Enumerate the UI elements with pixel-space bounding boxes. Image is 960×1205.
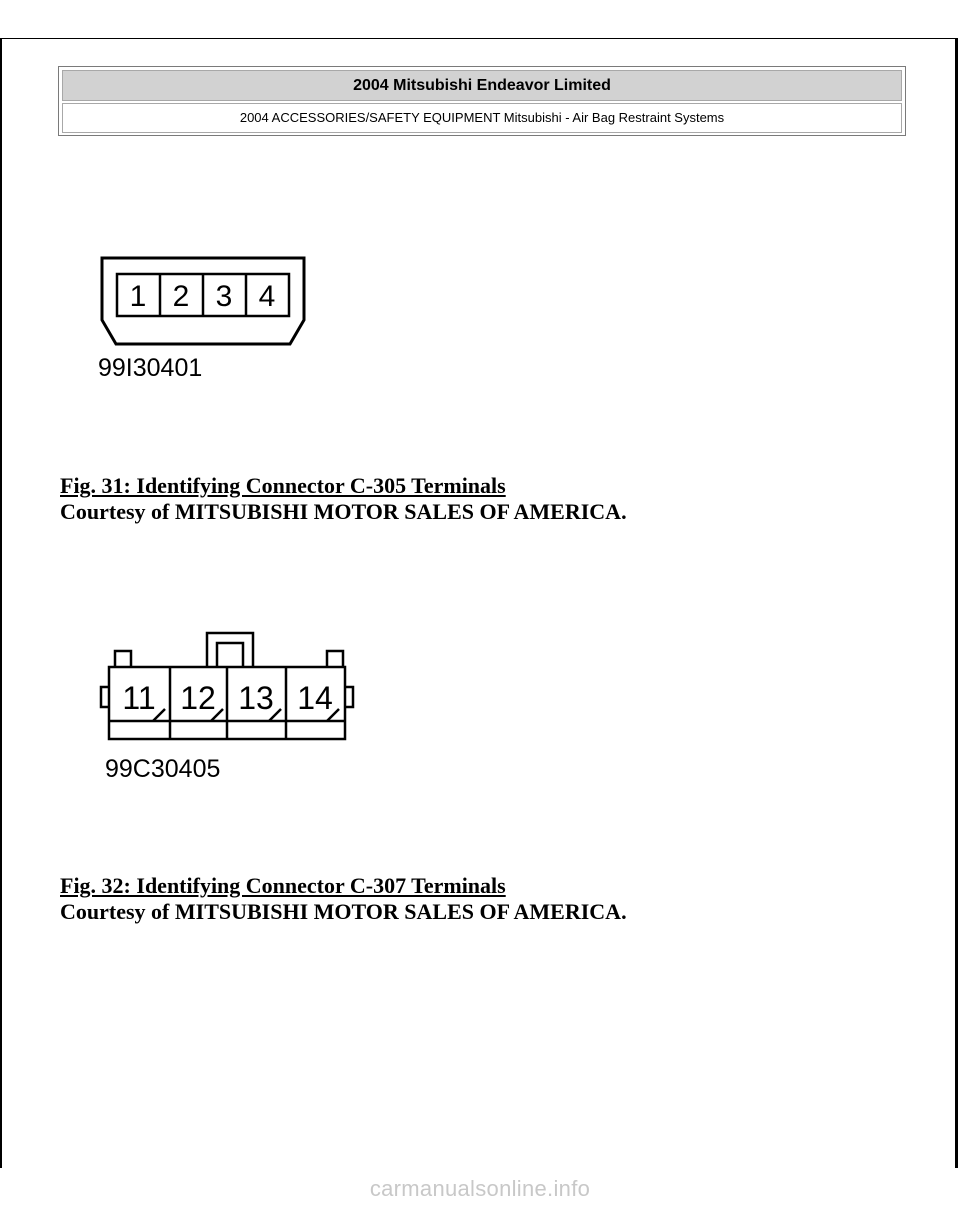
connector-c305-diagram	[90, 250, 320, 390]
document-header	[58, 66, 906, 136]
figure-31-credit: Courtesy of MITSUBISHI MOTOR SALES OF AMERICA.	[60, 499, 627, 524]
diagram-code: 99I30401	[98, 354, 203, 382]
connector-c307-lock-inner	[217, 643, 243, 667]
figure-32-title-link[interactable]: Fig. 32: Identifying Connector C-307 Terminals	[60, 873, 506, 898]
terminal-label: 3	[215, 280, 233, 313]
site-watermark: carmanualsonline.info	[369, 1176, 591, 1201]
terminal-label: 4	[258, 280, 276, 313]
page-border-right	[955, 38, 958, 1168]
page-border-left	[0, 38, 2, 1168]
header-title-row	[62, 70, 902, 101]
terminal-label: 1	[129, 280, 147, 313]
terminal-label: 2	[172, 280, 190, 313]
connector-c307-left-tab	[115, 651, 131, 667]
connector-c307-lock-outer	[207, 633, 253, 667]
terminal-label: 14	[297, 680, 333, 716]
diagram-code: 99C30405	[105, 755, 221, 783]
page-border-top	[0, 38, 958, 39]
header-title: 2004 Mitsubishi Endeavor Limited	[353, 77, 611, 94]
header-subtitle-row	[62, 103, 902, 133]
terminal-label: 11	[122, 680, 156, 716]
figure-31-caption	[60, 473, 627, 525]
terminal-label: 12	[180, 680, 216, 716]
figure-31-title-link[interactable]: Fig. 31: Identifying Connector C-305 Terminals	[60, 473, 506, 498]
connector-c307-right-tab	[327, 651, 343, 667]
terminal-label: 13	[238, 680, 274, 716]
figure-32-credit: Courtesy of MITSUBISHI MOTOR SALES OF AMERICA.	[60, 899, 627, 924]
figure-32-caption	[60, 873, 627, 925]
connector-c307-diagram	[95, 625, 365, 785]
header-subtitle: 2004 ACCESSORIES/SAFETY EQUIPMENT Mitsubishi - Air Bag Restraint Systems	[239, 110, 725, 125]
